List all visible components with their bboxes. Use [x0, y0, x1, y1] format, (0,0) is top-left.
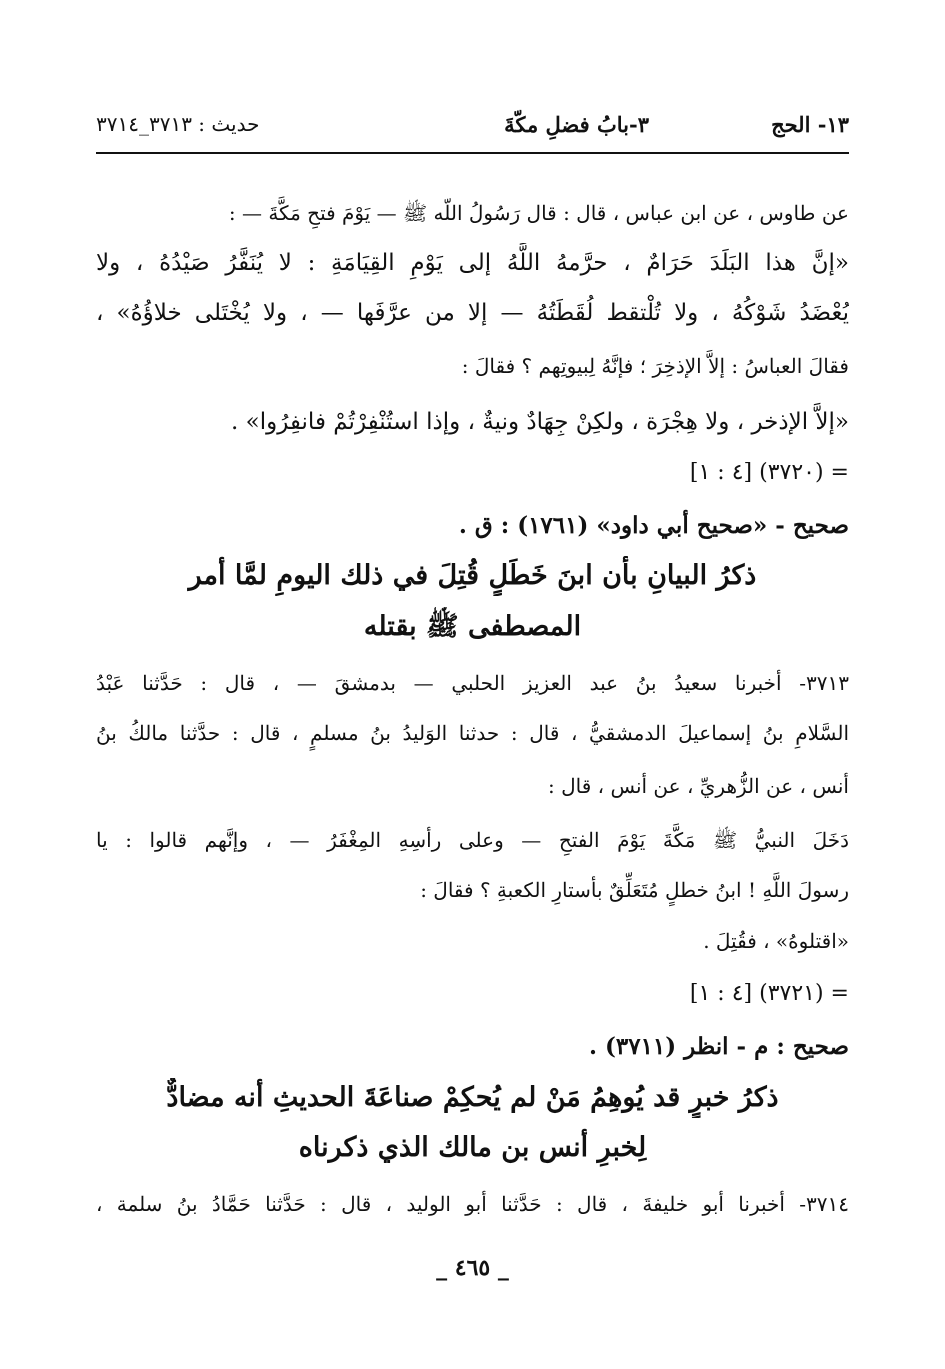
text-line: «اقتلوهُ» ، فقُتِلَ .: [703, 929, 849, 953]
text-line: عن طاوس ، عن ابن عباس ، قال : قال رَسُولُ اللّه ﷺ — يَوْمَ فتحِ مَكَّةَ — :: [228, 201, 849, 225]
chapter-heading: المصطفى ﷺ بقتله: [363, 611, 582, 642]
hadith-chain-line: ٣٧١٤- أخبرنا أبو خليفةَ ، قال : حَدَّثنا أبو الوليد ، قال : حَدَّثنا حَمَّادُ بنُ سلمة ،: [96, 1192, 849, 1216]
grading-line: صحيح : م - انظر (٣٧١١) .: [588, 1033, 849, 1060]
text-line: «إلاَّ الإذخر ، ولا هِجْرَة ، ولكِنْ جِهَادٌ ونيةٌ ، وإذا استُنْفِرْتُمْ فانفِرُوا» .: [231, 409, 849, 435]
hadith-chain-line: ٣٧١٣- أخبرنا سعيدُ بنُ عبد العزيز الحلبي — بدمشقَ — ، قال : حَدَّثنا عَبْدُ: [96, 671, 849, 695]
text-line: رسولَ اللَّهِ ! ابنُ خطلٍ مُتَعَلِّقٌ بأستارِ الكعبةِ ؟ فقالَ :: [420, 878, 849, 902]
cross-reference: = (٣٧٢١) [٤ : ١]: [689, 981, 849, 1006]
running-header: [96, 112, 849, 154]
cross-reference: = (٣٧٢٠) [٤ : ١]: [689, 460, 849, 485]
text-line: فقالَ العباسُ : إلاَّ الإذخِرَ ؛ فإنَّهُ لِبيوتِهم ؟ فقالَ :: [461, 354, 849, 378]
chapter-title: ١٣- الحج: [771, 112, 849, 137]
hadith-chain-line: السَّلامِ بنُ إسماعيلَ الدمشقيُّ ، قال : حدثنا الوَليدُ بنُ مسلمٍ ، قال : حدَّثنا مالكُ بنُ: [96, 721, 849, 745]
page-number: _ ٤٦٥ _: [436, 1255, 509, 1281]
hadith-range: حديث : ٣٧١٣_٣٧١٤: [96, 112, 260, 136]
text-line: دَخَلَ النبيُّ ﷺ مَكَّةَ يَوْمَ الفتحِ — وعلى رأسِهِ المِغْفَرُ — ، وإنَّهم قالوا : يا: [96, 828, 849, 852]
grading-line: صحيح - «صحيح أبي داود» (١٧٦١) : ق .: [458, 512, 849, 539]
text-line: «إنَّ هذا البَلَدَ حَرَامٌ ، حرَّمهُ اللَّهُ إلى يَوْمِ القِيَامَةِ : لا يُنَفَّرُ صَيْدُهُ ، ولا: [96, 250, 849, 276]
hadith-chain-line: أنس ، عن الزُّهريِّ ، عن أنس ، قال :: [548, 774, 849, 798]
chapter-heading: لِخبرِ أنس بن مالك الذي ذكرناه: [298, 1132, 647, 1163]
chapter-heading: ذكرُ البيانِ بأن ابنَ خَطَلٍ قُتِلَ في ذلك اليومِ لمَّا أمر: [188, 560, 757, 591]
section-title: ٣-بابُ فضلِ مكّةَ: [504, 112, 649, 137]
chapter-heading: ذكرُ خبرٍ قد يُوهِمُ مَنْ لم يُحكِمْ صناعَةَ الحديثِ أنه مضادٌّ: [166, 1082, 779, 1113]
text-line: يُعْضَدُ شَوْكُهُ ، ولا تُلْتقط لُقَطَتُهُ — إلا من عرَّفَها — ، ولا يُخْتَلى خلاؤُهُ» ،: [96, 300, 849, 326]
